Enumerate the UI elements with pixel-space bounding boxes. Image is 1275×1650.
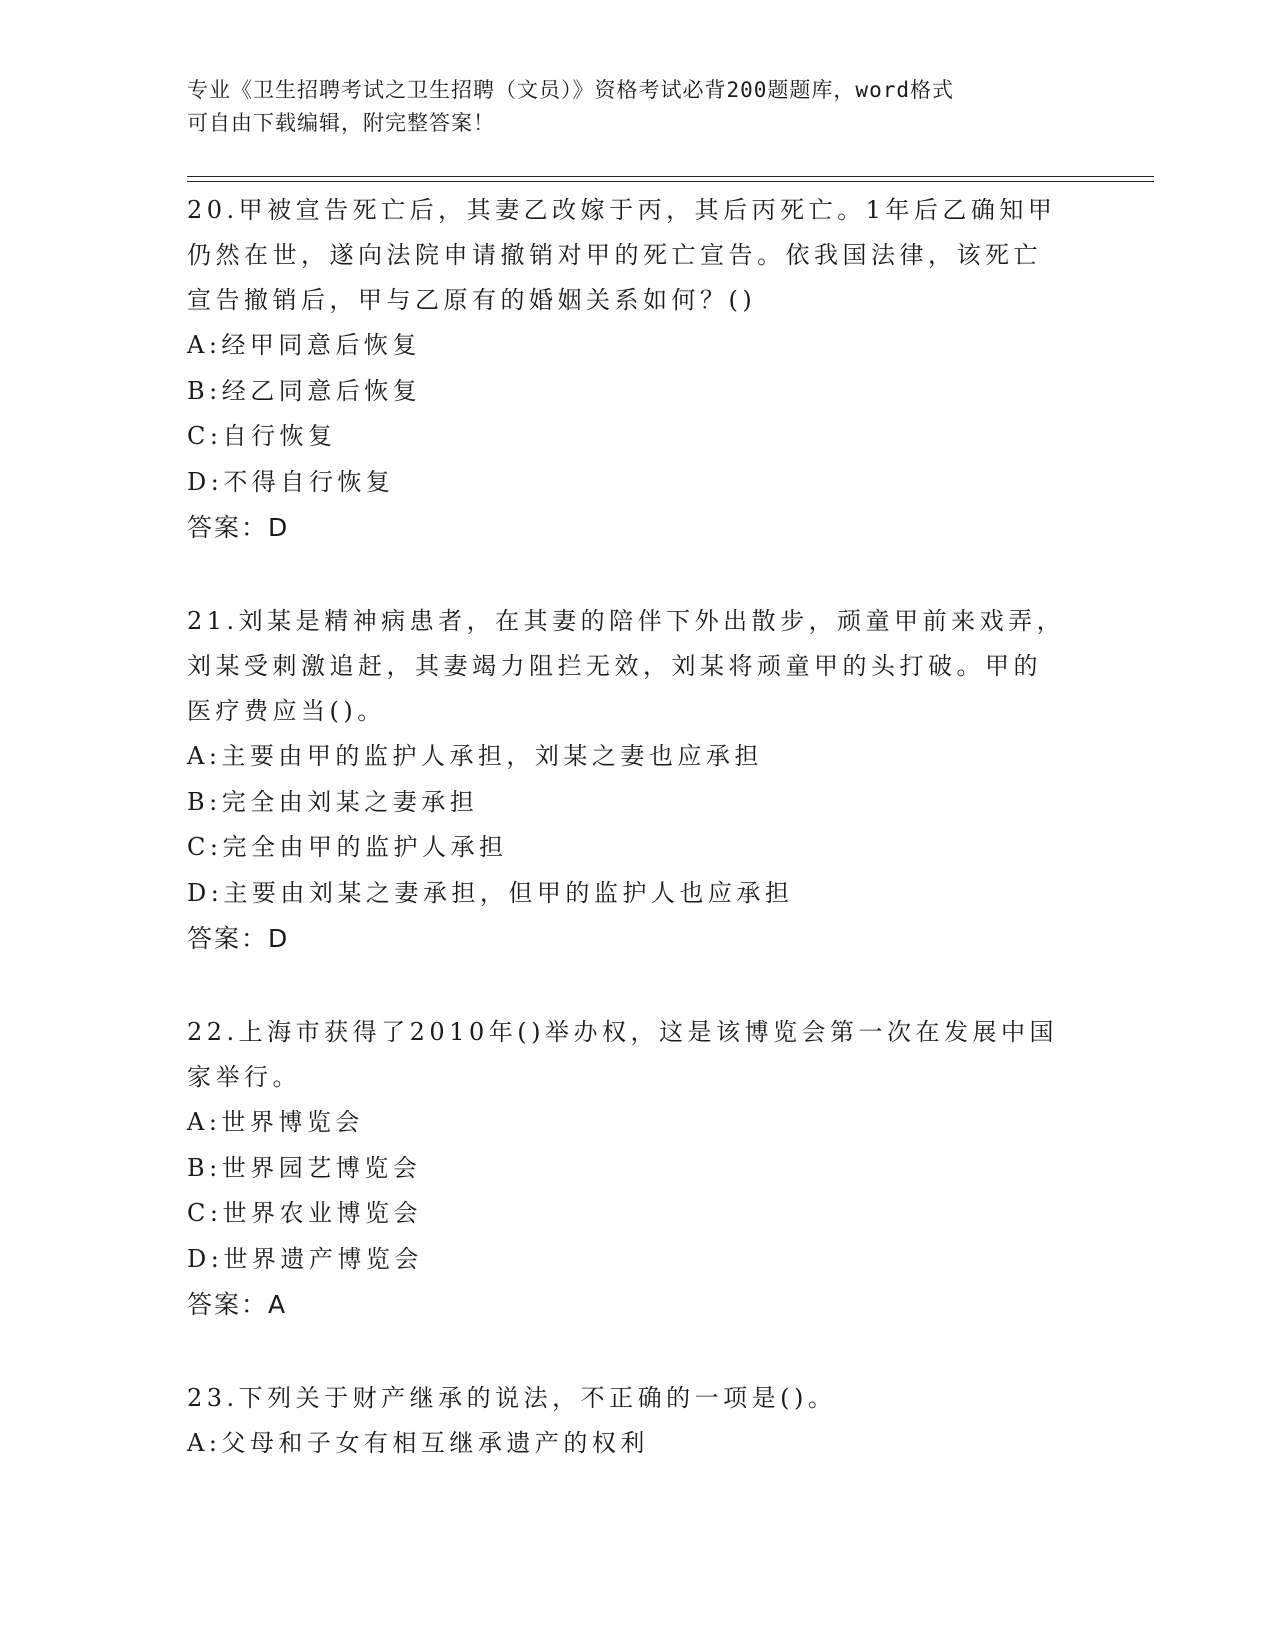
answer-label: 答案：A	[187, 1290, 288, 1319]
question-text: 20.甲被宣告死亡后，其妻乙改嫁于丙，其后丙死亡。1年后乙确知甲仍然在世，遂向法院申请撤销对甲的死亡宣告。依我国法律，该死亡宣告撤销后，甲与乙原有的婚姻关系如何？()	[187, 196, 1057, 314]
document-header	[187, 74, 1067, 140]
header-divider-bottom	[187, 181, 1154, 182]
option-d: D:世界遗产博览会	[187, 1244, 423, 1273]
option-a: A:主要由甲的监护人承担，刘某之妻也应承担	[187, 742, 763, 770]
option-a: A:父母和子女有相互继承遗产的权利	[187, 1429, 649, 1457]
question-text: 22.上海市获得了2010年()举办权，这是该博览会第一次在发展中国家举行。	[187, 1018, 1058, 1091]
option-a: A:经甲同意后恢复	[187, 331, 421, 359]
option-a: A:世界博览会	[187, 1108, 364, 1136]
header-divider-top	[187, 176, 1154, 177]
option-c: C:世界农业博览会	[187, 1199, 422, 1227]
header-line-2: 可自由下载编辑，附完整答案！	[187, 111, 495, 135]
question-23	[187, 1376, 1067, 1467]
option-d: D:主要由刘某之妻承担，但甲的监护人也应承担	[187, 878, 794, 907]
option-d: D:不得自行恢复	[187, 467, 395, 496]
answer-label: 答案：D	[187, 924, 290, 953]
question-list	[187, 188, 1067, 1467]
question-text: 23.下列关于财产继承的说法，不正确的一项是()。	[187, 1384, 837, 1412]
question-21	[187, 599, 1067, 961]
option-c: C:自行恢复	[187, 422, 337, 450]
question-22	[187, 1010, 1067, 1327]
option-b: B:世界园艺博览会	[187, 1153, 422, 1182]
option-b: B:经乙同意后恢复	[187, 376, 422, 405]
option-b: B:完全由刘某之妻承担	[187, 787, 479, 816]
question-text: 21.刘某是精神病患者，在其妻的陪伴下外出散步，顽童甲前来戏弄，刘某受刺激追赶，其妻竭力阻拦无效，刘某将顽童甲的头打破。甲的医疗费应当()。	[187, 607, 1066, 725]
answer-label: 答案：D	[187, 513, 290, 542]
option-c: C:完全由甲的监护人承担	[187, 833, 508, 861]
question-20	[187, 188, 1067, 550]
header-line-1: 专业《卫生招聘考试之卫生招聘（文员）》资格考试必背200题题库，word格式	[187, 78, 954, 102]
